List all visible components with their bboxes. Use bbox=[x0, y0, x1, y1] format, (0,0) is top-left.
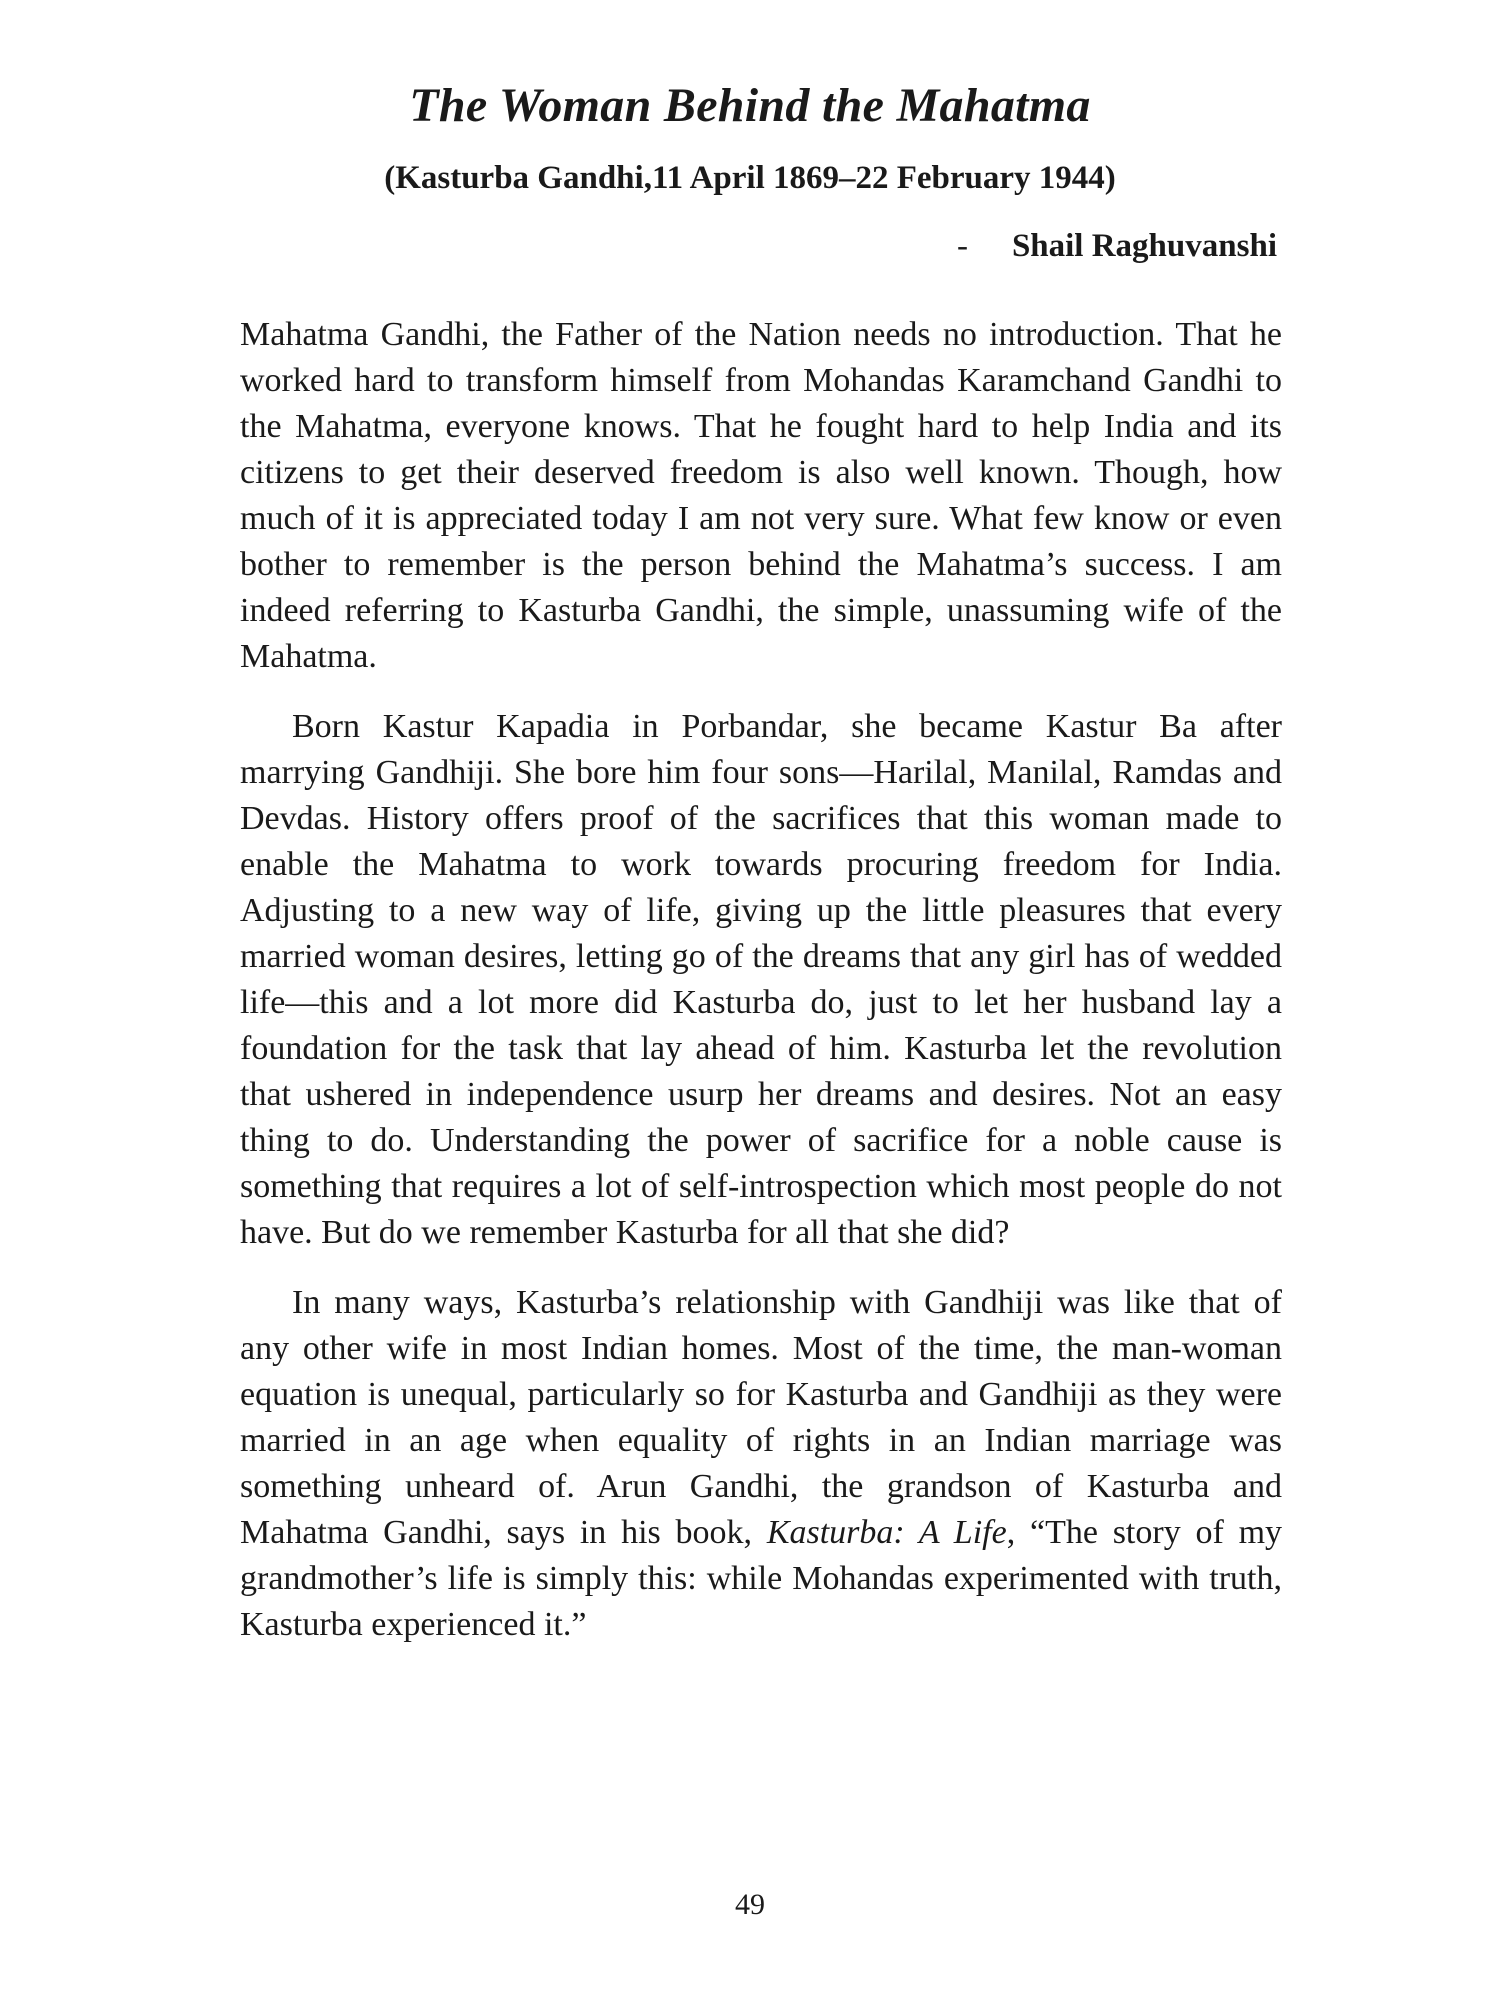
author-byline bbox=[957, 228, 1277, 265]
page-number: 49 bbox=[735, 1888, 765, 1921]
paragraph-3 bbox=[240, 1280, 1282, 1648]
page-subtitle: (Kasturba Gandhi,11 April 1869–22 February 1944) bbox=[384, 160, 1116, 196]
author-dash: - bbox=[956, 228, 968, 264]
paragraph-2: Born Kastur Kapadia in Porbandar, she became Kastur Ba after marrying Gandhiji. She bore him four sons—Harilal, Manilal, Ramdas and Devdas. History offers proof of the sacrifices that this woman made to enable the Mahatma to work towards procuring freedom for India. Adjusting to a new way of life, giving up the little pleasures that every married woman desires, letting go of the dreams that any girl has of wedded life—this and a lot more did Kasturba do, just to let her husband lay a foundation for the task that lay ahead of him. Kasturba let the revolution that ushered in independence usurp her dreams and desires. Not an easy thing to do. Understanding the power of sacrifice for a noble cause is something that requires a lot of self-introspection which most people do not have. But do we remember Kasturba for all that she did? bbox=[240, 708, 1282, 1251]
book-title: Kasturba: A Life bbox=[766, 1514, 1007, 1551]
paragraph-3-text-before: In many ways, Kasturba’s relationship with Gandhiji was like that of any other wife in most Indian homes. Most of the time, the man-woman equation is unequal, particularly so for Kasturba and Gandhiji as they were married in an age when equality of rights in an Indian marriage was something unheard of. Arun Gandhi, the grandson of Kasturba and Mahatma Gandhi, says in his book, bbox=[240, 1284, 1282, 1551]
page-title: The Woman Behind the Mahatma bbox=[409, 79, 1091, 132]
paragraph-3-text-after: , “The story of my grandmother’s life is simply this: while Mohandas experimented with truth, Kasturba experienced it.” bbox=[240, 1514, 1283, 1643]
article-body bbox=[240, 312, 1282, 1672]
author-name: Shail Raghuvanshi bbox=[1011, 228, 1277, 264]
paragraph-1: Mahatma Gandhi, the Father of the Nation needs no introduction. That he worked hard to transform himself from Mohandas Karamchand Gandhi to the Mahatma, everyone knows. That he fought hard to help India and its citizens to get their deserved freedom is also well known. Though, how much of it is appreciated today I am not very sure. What few know or even bother to remember is the person behind the Mahatma’s success. I am indeed referring to Kasturba Gandhi, the simple, unassuming wife of the Mahatma. bbox=[240, 316, 1282, 675]
